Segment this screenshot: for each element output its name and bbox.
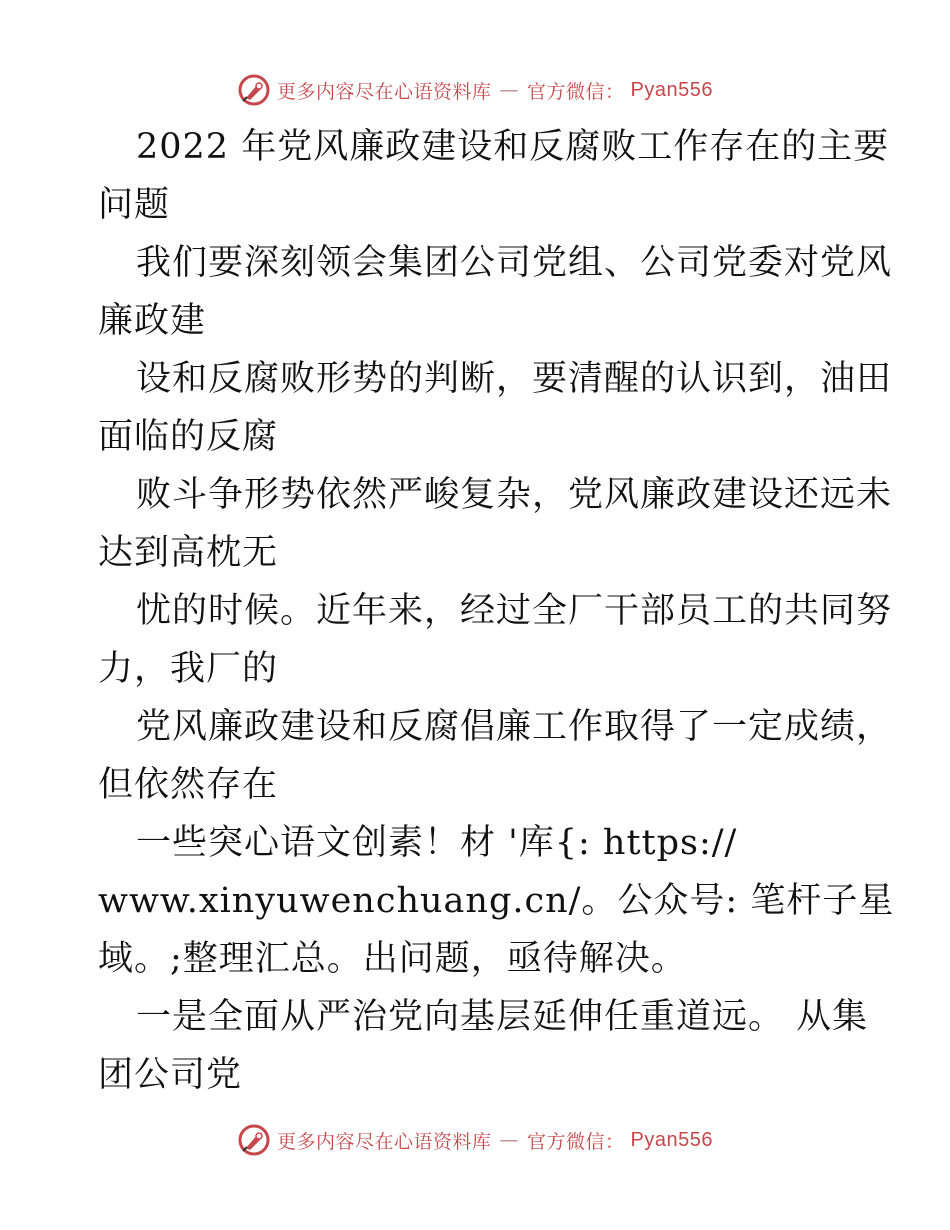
text-line: 败斗争形势依然严峻复杂，党风廉政建设还远未	[136, 475, 893, 515]
text-line: 但依然存在	[98, 765, 279, 805]
watermark-wechat-id: Pyan556	[630, 1128, 713, 1151]
text-line: 忧的时候。近年来，经过全厂干部员工的共同努	[136, 591, 893, 631]
watermark-separator: —	[499, 79, 520, 101]
text-line: 党风廉政建设和反腐倡廉工作取得了一定成绩，	[136, 707, 893, 747]
watermark-label: 官方微信：	[527, 1130, 625, 1153]
text-line: 一是全面从严治党向基层延伸任重道远。 从集	[136, 997, 869, 1037]
watermark-site-text: 更多内容尽在心语资料库	[277, 1130, 492, 1153]
watermark-site-text: 更多内容尽在心语资料库	[277, 80, 492, 103]
text-line: 我们要深刻领会集团公司党组、公司党委对党风	[136, 243, 893, 283]
pen-nib-logo-icon	[237, 1123, 271, 1157]
text-line: 一些突心语文创素！材 '库{: https://	[136, 823, 738, 863]
text-line: www.xinyuwenchuang.cn/。公众号: 笔杆子星	[98, 881, 895, 921]
document-body	[98, 118, 895, 1104]
watermark-label: 官方微信：	[527, 80, 625, 103]
text-line: 力，我厂的	[98, 649, 279, 689]
text-line: 达到高枕无	[98, 533, 279, 573]
pen-nib-logo-icon	[237, 73, 271, 107]
footer-watermark	[0, 1120, 950, 1160]
text-line: 设和反腐败形势的判断，要清醒的认识到，油田	[136, 359, 893, 399]
text-line: 2022 年党风廉政建设和反腐败工作存在的主要	[136, 127, 890, 167]
watermark-separator: —	[499, 1129, 520, 1151]
header-watermark	[0, 70, 950, 110]
text-line: 团公司党	[98, 1055, 243, 1095]
text-line: 面临的反腐	[98, 417, 279, 457]
watermark-wechat-id: Pyan556	[630, 78, 713, 101]
text-line: 廉政建	[98, 301, 207, 341]
text-line: 域。;整理汇总。出问题，亟待解决。	[98, 939, 687, 979]
text-line: 问题	[98, 185, 171, 225]
